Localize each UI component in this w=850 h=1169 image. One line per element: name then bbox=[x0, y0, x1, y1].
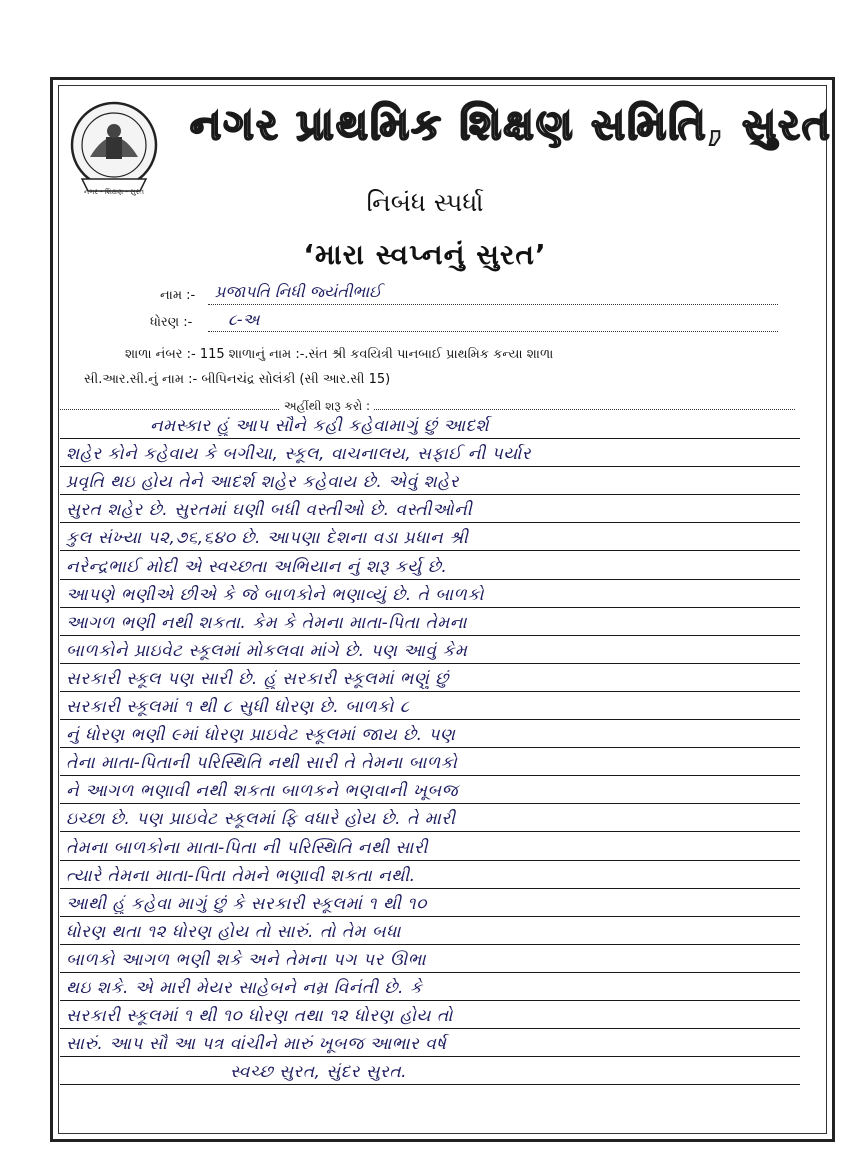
standard-label: ધોરણ :- bbox=[150, 315, 193, 330]
standard-value: ૮-અ bbox=[228, 310, 260, 329]
ruled-line bbox=[60, 635, 800, 636]
essay-line: સારું. આપ સૌ આ પત્ર વાંચીને મારું ખૂબજ આભાર વર્ષ bbox=[66, 1034, 447, 1055]
start-line bbox=[60, 409, 795, 410]
essay-line: સરકારી સ્કૂલ પણ સારી છે. હું સરકારી સ્કૂલમાં ભણું છું bbox=[66, 668, 449, 689]
essay-line: સરકારી સ્કૂલમાં ૧ થી ૧૦ ધોરણ તથા ૧૨ ધોરણ હોય તો bbox=[66, 1006, 453, 1027]
essay-line: બાળકોને પ્રાઇવેટ સ્કૂલમાં મોકલવા માંગે છે. પણ આવું કેમ bbox=[66, 640, 468, 661]
school-info: શાળા નંબર :- 115 શાળાનું નામ :-.સંત શ્રી કવયિત્રી પાનબાઈ પ્રાથમિક કન્યા શાળા bbox=[125, 347, 554, 362]
essay-line: સુરત શહેર છે. સુરતમાં ઘણી બધી વસ્તીઓ છે. વસ્તીઓની bbox=[66, 500, 473, 521]
crc-info: સી.આર.સી.નું નામ :- બીપિનચંદ્ર સોલંકી (સી આર.સી 15) bbox=[84, 372, 391, 387]
essay-line: બાળકો આગળ ભણી શકે અને તેમના પગ પર ઊભા bbox=[66, 949, 427, 970]
start-marker: અહીંથી શરૂ કરો : bbox=[280, 399, 374, 414]
competition-subtitle: નિબંધ સ્પર્ધા bbox=[366, 188, 484, 217]
ruled-line bbox=[60, 747, 800, 748]
essay-line: આપણે ભણીએ છીએ કે જે બાળકોને ભણાવ્યું છે. તે બાળકો bbox=[66, 584, 485, 605]
essay-title: ‘મારા સ્વપ્નનું સુરત’ bbox=[303, 238, 547, 271]
ruled-line bbox=[60, 1084, 800, 1085]
name-label: નામ :- bbox=[160, 288, 196, 303]
essay-line: ધોરણ થતા ૧૨ ધોરણ હોય તો સારું. તો તેમ બધા bbox=[66, 921, 401, 942]
ruled-line bbox=[60, 579, 800, 580]
ruled-line bbox=[60, 494, 800, 495]
ruled-line bbox=[60, 466, 800, 467]
ruled-line bbox=[60, 1028, 800, 1029]
essay-line: પ્રવૃતિ થઇ હોય તેને આદર્શ શહેર કહેવાય છે. એવું શહેર bbox=[66, 472, 460, 493]
standard-line bbox=[208, 331, 778, 332]
ruled-line bbox=[60, 691, 800, 692]
ruled-line bbox=[60, 1056, 800, 1057]
ruled-line bbox=[60, 719, 800, 720]
ruled-line bbox=[60, 550, 800, 551]
essay-line: શહેર કોને કહેવાય કે બગીચા, સ્કૂલ, વાચનાલય, સફાઈ ની પર્યાર bbox=[66, 444, 532, 465]
essay-line: નરેન્દ્રભાઈ મોદી એ સ્વચ્છતા અભિયાન નું શરૂ કર્યુ છે. bbox=[66, 556, 448, 577]
essay-line: નમસ્કાર હું આપ સૌને કહી કહેવામાગું છું આદર્શ bbox=[150, 416, 490, 436]
name-line bbox=[208, 304, 778, 305]
essay-line: ઇચ્છા છે. પણ પ્રાઇવેટ સ્કૂલમાં ફિ વધારે હોય છે. તે મારી bbox=[66, 809, 456, 830]
ruled-line bbox=[60, 803, 800, 804]
ruled-line bbox=[60, 888, 800, 889]
essay-line: સરકારી સ્કૂલમાં ૧ થી ૮ સુધી ધોરણ છે. બાળકો ૮ bbox=[66, 697, 410, 717]
ruled-line bbox=[60, 972, 800, 973]
essay-line: ત્યારે તેમના માતા-પિતા તેમને ભણાવી શકતા નથી. bbox=[66, 865, 416, 886]
ruled-line bbox=[60, 1000, 800, 1001]
essay-line: ને આગળ ભણાવી નથી શકતા બાળકને ભણવાની ખૂબજ bbox=[66, 781, 459, 802]
ruled-line bbox=[60, 663, 800, 664]
org-title: નગર પ્રાથમિક શિક્ષણ સમિતિ, સુરત bbox=[190, 100, 832, 149]
ruled-line bbox=[60, 944, 800, 945]
ruled-line bbox=[60, 860, 800, 861]
essay-line: આગળ ભણી નથી શકતા. કેમ કે તેમના માતા-પિતા તેમના bbox=[66, 612, 468, 633]
ruled-line bbox=[60, 522, 800, 523]
ruled-line bbox=[60, 607, 800, 608]
essay-line: આથી હું કહેવા માગું છું કે સરકારી સ્કૂલમાં ૧ થી ૧૦ bbox=[66, 893, 427, 914]
essay-line: તેમના બાળકોના માતા-પિતા ની પરિસ્થિતિ નથી સારી bbox=[66, 837, 428, 858]
ruled-line bbox=[60, 916, 800, 917]
essay-line: કુલ સંખ્યા ૫૨,૭૬,૬૪૦ છે. આપણા દેશના વડા પ્રધાન શ્રી bbox=[66, 528, 469, 549]
essay-line: સ્વચ્છ સુરત, સુંદર સુરત. bbox=[230, 1062, 407, 1083]
essay-line: તેના માતા-પિતાની પરિસ્થિતિ નથી સારી તે તેમના બાળકો bbox=[66, 753, 458, 774]
essay-line: થઇ શકે. એ મારી મેયર સાહેબને નમ્ર વિનંતી છે. કે bbox=[66, 978, 423, 998]
ruled-line bbox=[60, 831, 800, 832]
ruled-line bbox=[60, 775, 800, 776]
essay-line: નું ધોરણ ભણી ૯માં ધોરણ પ્રાઇવેટ સ્કૂલમાં જાય છે. પણ bbox=[66, 725, 456, 746]
name-value: પ્રજાપતિ નિધી જ્યંતીભાઈ bbox=[215, 282, 382, 301]
logo-motto: નગર - શિક્ષણ - સુરત bbox=[84, 188, 144, 196]
ruled-line bbox=[60, 438, 800, 439]
